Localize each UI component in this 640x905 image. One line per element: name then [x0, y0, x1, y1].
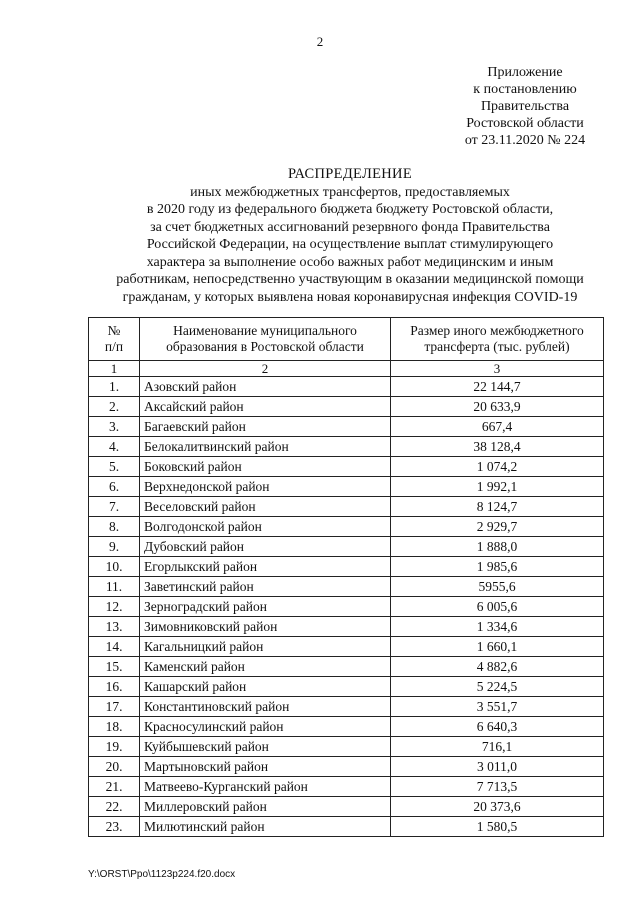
- row-number: 15.: [89, 657, 140, 677]
- municipality-name: Куйбышевский район: [140, 737, 391, 757]
- header-number: [89, 318, 140, 361]
- row-number: 23.: [89, 817, 140, 837]
- table-row: [89, 517, 604, 537]
- column-number: 1: [89, 361, 140, 377]
- appendix-date-line: от 23.11.2020 № 224: [464, 133, 586, 148]
- row-number: 20.: [89, 757, 140, 777]
- heading-line: работникам, непосредственно участвующим в оказании медицинской помощи: [116, 272, 584, 287]
- municipality-name: Аксайский район: [140, 397, 391, 417]
- appendix-line: Правительства: [480, 99, 570, 114]
- header-name-line2: образования в Ростовской области: [166, 339, 364, 354]
- heading-line: за счет бюджетных ассигнований резервного фонда Правительства: [150, 219, 550, 235]
- municipality-name: Красносулинский район: [140, 717, 391, 737]
- table-body: [89, 377, 604, 837]
- distribution-table: [88, 317, 604, 837]
- municipality-name: Кагальницкий район: [140, 637, 391, 657]
- header-number-line1: №: [107, 323, 121, 338]
- row-number: 13.: [89, 617, 140, 637]
- table-row: [89, 697, 604, 717]
- header-value-line1: Размер иного межбюджетного: [410, 323, 584, 338]
- transfer-amount: 20 373,6: [391, 797, 604, 817]
- row-number: 10.: [89, 557, 140, 577]
- row-number: 12.: [89, 597, 140, 617]
- transfer-amount: 6 005,6: [391, 597, 604, 617]
- transfer-amount: 22 144,7: [391, 377, 604, 397]
- document-title: РАСПРЕДЕЛЕНИЕ: [288, 166, 412, 182]
- transfer-amount: 1 985,6: [391, 557, 604, 577]
- page-number: 2: [316, 34, 324, 49]
- municipality-name: Зимовниковский район: [140, 617, 391, 637]
- transfer-amount: 7 713,5: [391, 777, 604, 797]
- table-row: [89, 757, 604, 777]
- document-heading: [80, 166, 620, 306]
- row-number: 6.: [89, 477, 140, 497]
- heading-line: Российской Федерации, на осуществление выплат стимулирующего: [146, 237, 554, 252]
- table-row: [89, 717, 604, 737]
- transfer-amount: 4 882,6: [391, 657, 604, 677]
- heading-line: характера за выполнение особо важных работ медицинским и иным: [146, 254, 554, 270]
- transfer-amount: 716,1: [391, 737, 604, 757]
- transfer-amount: 8 124,7: [391, 497, 604, 517]
- municipality-name: Боковский район: [140, 457, 391, 477]
- table-row: [89, 397, 604, 417]
- appendix-line: Приложение: [487, 65, 563, 80]
- table-row: [89, 737, 604, 757]
- transfer-amount: 6 640,3: [391, 717, 604, 737]
- table-row: [89, 817, 604, 837]
- municipality-name: Матвеево-Курганский район: [140, 777, 391, 797]
- table-row: [89, 377, 604, 397]
- table-row: [89, 577, 604, 597]
- transfer-amount: 667,4: [391, 417, 604, 437]
- row-number: 2.: [89, 397, 140, 417]
- header-number-line2: п/п: [104, 339, 124, 354]
- row-number: 11.: [89, 577, 140, 597]
- table-row: [89, 657, 604, 677]
- transfer-amount: 1 888,0: [391, 537, 604, 557]
- header-value: [391, 318, 604, 361]
- row-number: 14.: [89, 637, 140, 657]
- table-row: [89, 437, 604, 457]
- transfer-amount: 5955,6: [391, 577, 604, 597]
- row-number: 17.: [89, 697, 140, 717]
- table-row: [89, 777, 604, 797]
- transfer-amount: 1 992,1: [391, 477, 604, 497]
- row-number: 22.: [89, 797, 140, 817]
- header-name: [140, 318, 391, 361]
- municipality-name: Волгодонской район: [140, 517, 391, 537]
- municipality-name: Верхнедонской район: [140, 477, 391, 497]
- appendix-line: к постановлению: [473, 82, 577, 97]
- municipality-name: Егорлыкский район: [140, 557, 391, 577]
- appendix-block: [440, 64, 610, 149]
- transfer-amount: 5 224,5: [391, 677, 604, 697]
- municipality-name: Константиновский район: [140, 697, 391, 717]
- transfer-amount: 1 334,6: [391, 617, 604, 637]
- column-number-row: [89, 361, 604, 377]
- table-row: [89, 417, 604, 437]
- row-number: 21.: [89, 777, 140, 797]
- file-path-footer: Y:\ORST\Ppo\1123p224.f20.docx: [88, 869, 236, 880]
- column-number: 2: [140, 361, 391, 377]
- row-number: 8.: [89, 517, 140, 537]
- transfer-amount: 20 633,9: [391, 397, 604, 417]
- heading-line: гражданам, у которых выявлена новая коронавирусная инфекция COVID-19: [122, 289, 578, 305]
- column-number: 3: [391, 361, 604, 377]
- heading-line: в 2020 году из федерального бюджета бюджету Ростовской области,: [146, 202, 554, 217]
- heading-line: иных межбюджетных трансфертов, предоставляемых: [190, 184, 510, 200]
- transfer-amount: 1 074,2: [391, 457, 604, 477]
- table-row: [89, 497, 604, 517]
- header-value-line2: трансферта (тыс. рублей): [424, 339, 570, 354]
- appendix-line: Ростовской области: [466, 116, 584, 131]
- municipality-name: Дубовский район: [140, 537, 391, 557]
- municipality-name: Мартыновский район: [140, 757, 391, 777]
- transfer-amount: 1 660,1: [391, 637, 604, 657]
- municipality-name: Милютинский район: [140, 817, 391, 837]
- row-number: 9.: [89, 537, 140, 557]
- transfer-amount: 3 011,0: [391, 757, 604, 777]
- municipality-name: Веселовский район: [140, 497, 391, 517]
- municipality-name: Каменский район: [140, 657, 391, 677]
- municipality-name: Азовский район: [140, 377, 391, 397]
- row-number: 4.: [89, 437, 140, 457]
- municipality-name: Багаевский район: [140, 417, 391, 437]
- table-row: [89, 797, 604, 817]
- municipality-name: Заветинский район: [140, 577, 391, 597]
- municipality-name: Миллеровский район: [140, 797, 391, 817]
- row-number: 3.: [89, 417, 140, 437]
- table-header-row: [89, 318, 604, 361]
- row-number: 19.: [89, 737, 140, 757]
- row-number: 18.: [89, 717, 140, 737]
- row-number: 1.: [89, 377, 140, 397]
- table-row: [89, 457, 604, 477]
- table-row: [89, 557, 604, 577]
- municipality-name: Кашарский район: [140, 677, 391, 697]
- table-row: [89, 637, 604, 657]
- row-number: 5.: [89, 457, 140, 477]
- municipality-name: Зерноградский район: [140, 597, 391, 617]
- municipality-name: Белокалитвинский район: [140, 437, 391, 457]
- table-row: [89, 597, 604, 617]
- transfer-amount: 2 929,7: [391, 517, 604, 537]
- table-row: [89, 537, 604, 557]
- header-name-line1: Наименование муниципального: [173, 323, 357, 338]
- transfer-amount: 1 580,5: [391, 817, 604, 837]
- transfer-amount: 3 551,7: [391, 697, 604, 717]
- table-row: [89, 477, 604, 497]
- transfer-amount: 38 128,4: [391, 437, 604, 457]
- row-number: 16.: [89, 677, 140, 697]
- row-number: 7.: [89, 497, 140, 517]
- table-row: [89, 617, 604, 637]
- table-row: [89, 677, 604, 697]
